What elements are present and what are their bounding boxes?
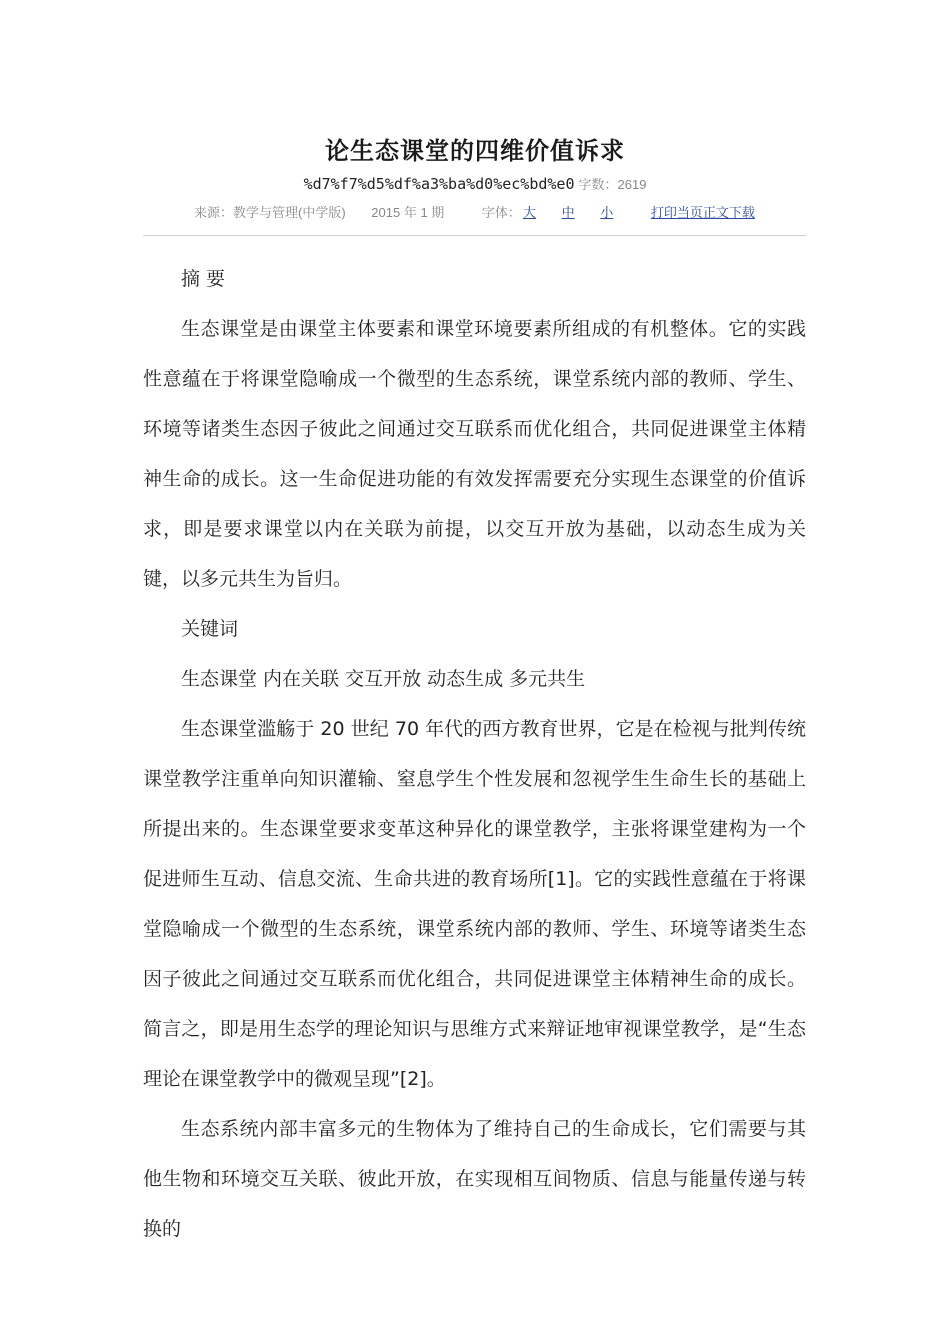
font-medium-link[interactable]: 中 (561, 205, 575, 220)
keywords-list: 生态课堂 内在关联 交互开放 动态生成 多元共生 (181, 668, 586, 690)
source-label: 来源：教学与管理(中学版) (194, 205, 346, 220)
issue-label: 2015 年 1 期 (371, 205, 445, 220)
abstract-paragraph: 生态课堂是由课堂主体要素和课堂环境要素所组成的有机整体。它的实践性意蕴在于将课堂隐喻成一个微型的生态系统，课堂系统内部的教师、学生、环境等诸类生态因子彼此之间通过交互联系而优化组合，共同促进课堂主体精神生命的成长。这一生命促进功能的有效发挥需要充分实现生态课堂的价值诉求，即是要求课堂以内在关联为前提，以交互开放为基础，以动态生成为关键，以多元共生为旨归。 (143, 318, 806, 590)
article-meta (194, 202, 755, 221)
keywords-heading: 关键词 (181, 618, 239, 640)
header-divider (143, 235, 806, 236)
body-paragraph: 生态课堂滥觞于 20 世纪 70 年代的西方教育世界，它是在检视与批判传统课堂教学注重单向知识灌输、窒息学生个性发展和忽视学生生命生长的基础上所提出来的。生态课堂要求变革这种异化的课堂教学，主张将课堂建构为一个促进师生互动、信息交流、生命共进的教育场所[1]。它的实践性意蕴在于将课堂隐喻成一个微型的生态系统，课堂系统内部的教师、学生、环境等诸类生态因子彼此之间通过交互联系而优化组合，共同促进课堂主体精神生命的成长。简言之，即是用生态学的理论知识与思维方式来辩证地审视课堂教学，是“生态理论在课堂教学中的微观呈现”[2]。 (143, 718, 806, 1090)
body-paragraph: 生态系统内部丰富多元的生物体为了维持自己的生命成长，它们需要与其他生物和环境交互关联、彼此开放，在实现相互间物质、信息与能量传递与转换的 (143, 1118, 806, 1240)
word-count: 字数：2619 (578, 177, 647, 192)
article-title: 论生态课堂的四维价值诉求 (325, 137, 625, 165)
encoded-author-line: %d7%f7%d5%df%a3%ba%d0%ec%bd%e0 (303, 175, 575, 193)
font-small-link[interactable]: 小 (600, 205, 614, 220)
font-size-label: 字体： (481, 205, 521, 220)
article-body (143, 254, 806, 1254)
abstract-heading: 摘 要 (181, 268, 226, 290)
font-large-link[interactable]: 大 (522, 205, 536, 220)
print-download-link[interactable]: 打印当页正文下载 (650, 205, 755, 220)
title-subline (0, 174, 950, 193)
